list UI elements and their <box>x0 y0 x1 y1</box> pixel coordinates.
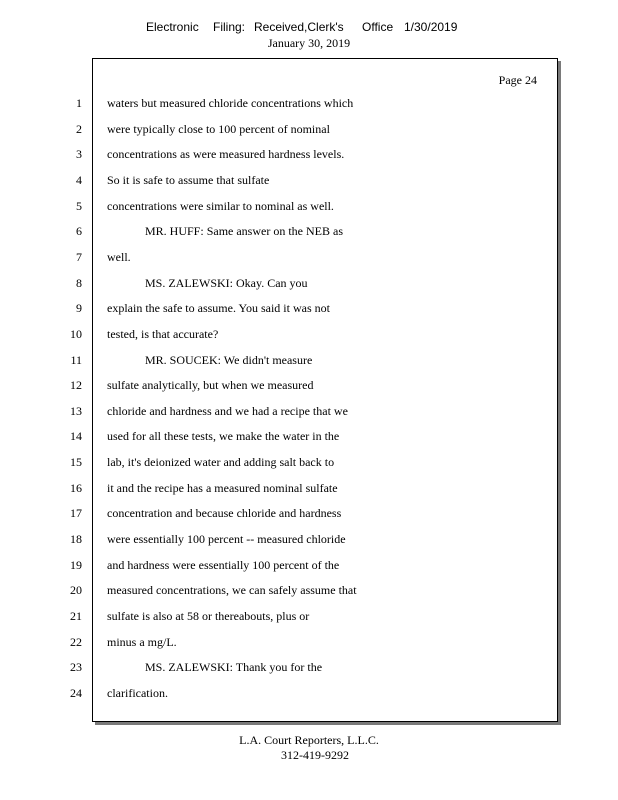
filing-received: Received,Clerk's <box>254 20 344 34</box>
transcript-line: sulfate analytically, but when we measured <box>107 378 314 392</box>
transcript-line: measured concentrations, we can safely assume that <box>107 583 357 597</box>
transcript-line: MR. SOUCEK: We didn't measure <box>145 353 313 367</box>
line-number: 4 <box>76 173 82 187</box>
line-number: 19 <box>70 558 82 572</box>
line-number: 6 <box>76 224 82 238</box>
line-number: 23 <box>70 660 82 674</box>
transcript-line: waters but measured chloride concentrations which <box>107 96 354 110</box>
transcript-line: lab, it's deionized water and adding salt back to <box>107 455 335 469</box>
page-number: Page 24 <box>498 73 537 87</box>
line-number: 9 <box>76 301 82 315</box>
line-number: 3 <box>76 147 82 161</box>
filing-date-long: January 30, 2019 <box>267 36 351 50</box>
transcript-line: MS. ZALEWSKI: Thank you for the <box>145 660 323 674</box>
line-number: 18 <box>70 532 82 546</box>
transcript-line: MS. ZALEWSKI: Okay. Can you <box>145 276 308 290</box>
line-number: 24 <box>70 686 82 700</box>
transcript-line: concentrations as were measured hardness levels. <box>107 147 345 161</box>
line-number: 10 <box>70 327 82 341</box>
line-number: 22 <box>70 635 82 649</box>
footer-phone: 312-419-9292 <box>281 748 349 762</box>
line-number: 16 <box>70 481 82 495</box>
transcript-line: MR. HUFF: Same answer on the NEB as <box>145 224 343 238</box>
line-number: 14 <box>70 429 82 443</box>
transcript-line: it and the recipe has a measured nominal sulfate <box>107 481 338 495</box>
transcript-line: chloride and hardness and we had a recipe that we <box>107 404 348 418</box>
transcript-line: well. <box>107 250 131 264</box>
line-number: 8 <box>76 276 82 290</box>
transcript-line: So it is safe to assume that sulfate <box>107 173 270 187</box>
transcript-line: explain the safe to assume. You said it was not <box>107 301 330 315</box>
line-number: 5 <box>76 199 82 213</box>
line-number: 15 <box>70 455 82 469</box>
filing-header <box>0 20 618 36</box>
line-number: 7 <box>76 250 82 264</box>
line-number: 12 <box>70 378 82 392</box>
transcript-line: tested, is that accurate? <box>107 327 219 341</box>
line-number: 1 <box>76 96 82 110</box>
transcript-line: minus a mg/L. <box>107 635 177 649</box>
line-number: 2 <box>76 122 82 136</box>
line-number: 11 <box>70 353 82 367</box>
filing-label: Filing: <box>213 20 246 34</box>
transcript-line: clarification. <box>107 686 168 700</box>
filing-office: Office <box>362 20 394 34</box>
transcript-line: concentrations were similar to nominal as well. <box>107 199 334 213</box>
transcript-line: were typically close to 100 percent of nominal <box>107 122 330 136</box>
line-number: 13 <box>70 404 82 418</box>
footer-company: L.A. Court Reporters, L.L.C. <box>239 733 379 747</box>
transcript-line: used for all these tests, we make the water in the <box>107 429 340 443</box>
transcript-line: were essentially 100 percent -- measured chloride <box>107 532 346 546</box>
line-number: 21 <box>70 609 82 623</box>
filing-date-short: 1/30/2019 <box>404 20 458 34</box>
transcript-line: concentration and because chloride and hardness <box>107 506 342 520</box>
transcript-line: and hardness were essentially 100 percent of the <box>107 558 340 572</box>
line-number: 20 <box>70 583 82 597</box>
transcript-line: sulfate is also at 58 or thereabouts, plus or <box>107 609 310 623</box>
filing-electronic: Electronic <box>146 20 199 34</box>
line-number: 17 <box>70 506 82 520</box>
